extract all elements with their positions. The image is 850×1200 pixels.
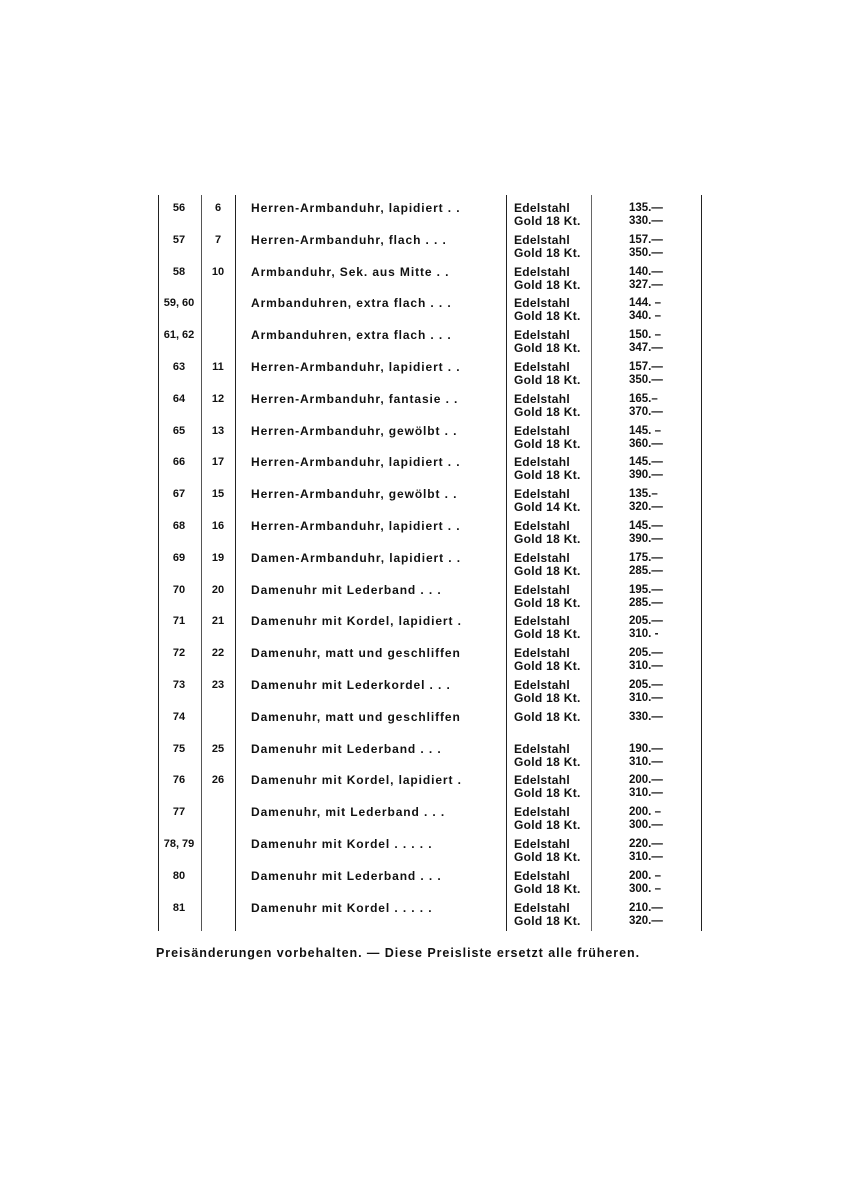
price-line: 310.— (629, 851, 663, 863)
price-line: 157.— (629, 233, 663, 246)
material-line: Edelstahl (514, 264, 571, 279)
material-cell (514, 679, 594, 705)
material-line: Edelstahl (514, 391, 571, 406)
table-row (157, 297, 703, 327)
catalog-number: 70 (172, 583, 186, 596)
material-line: Gold 18 Kt. (514, 913, 581, 928)
price-line: 390.— (629, 533, 663, 545)
catalog-number: 77 (172, 806, 186, 819)
table-row (157, 488, 703, 518)
price-line: 300.— (629, 819, 663, 832)
price-line: 205.— (629, 679, 663, 691)
catalog-number: 61, 62 (163, 329, 195, 342)
reference-number: 10 (211, 265, 225, 278)
price-cell (629, 552, 689, 578)
material-line: Edelstahl (514, 328, 571, 343)
price-line: 310. - (629, 628, 659, 641)
table-row (157, 743, 703, 773)
material-line: Gold 18 Kt. (514, 709, 581, 724)
price-cell (629, 902, 689, 928)
material-cell (514, 488, 594, 514)
price-line: 145.— (629, 456, 663, 469)
price-line: 320.— (629, 501, 663, 514)
material-line: Edelstahl (514, 678, 571, 692)
material-line: Gold 18 Kt. (514, 404, 581, 419)
material-line: Edelstahl (514, 805, 571, 820)
material-line: Edelstahl (514, 296, 571, 311)
price-line: 285.— (629, 596, 663, 609)
price-line: 327.— (629, 278, 663, 291)
material-cell (514, 202, 594, 228)
price-line: 310.— (629, 755, 663, 768)
material-cell (514, 520, 594, 546)
item-description: Armbanduhren, extra flach . . . (251, 328, 452, 343)
reference-number: 12 (211, 392, 225, 405)
price-cell (629, 456, 689, 482)
price-line: 330.— (629, 710, 663, 723)
item-description: Armbanduhren, extra flach . . . (251, 296, 452, 311)
item-description: Herren-Armbanduhr, flach . . . (251, 232, 447, 247)
price-line: 350.— (629, 374, 663, 386)
material-cell (514, 234, 594, 260)
material-line: Edelstahl (514, 741, 571, 756)
reference-number: 11 (212, 361, 224, 373)
material-line: Gold 18 Kt. (514, 595, 581, 610)
material-cell (514, 711, 594, 724)
price-cell (629, 711, 689, 724)
catalog-number: 78, 79 (163, 838, 195, 850)
catalog-number: 80 (172, 869, 186, 882)
table-row (157, 520, 703, 550)
price-cell (629, 774, 689, 800)
material-line: Gold 18 Kt. (514, 786, 581, 801)
material-cell (514, 870, 594, 896)
catalog-number: 64 (172, 392, 186, 405)
material-cell (514, 838, 594, 864)
price-line: 140.— (629, 265, 663, 278)
catalog-number: 67 (172, 488, 186, 501)
price-line: 300. – (629, 882, 661, 895)
reference-number: 26 (211, 774, 225, 787)
table-row (157, 552, 703, 582)
price-line: 370.— (629, 405, 663, 418)
material-cell (514, 584, 594, 610)
item-description: Damenuhr, mit Lederband . . . (251, 805, 446, 820)
price-line: 135.– (629, 488, 658, 501)
price-line: 145. – (629, 424, 661, 437)
material-line: Gold 18 Kt. (514, 881, 581, 896)
material-line: Edelstahl (514, 423, 571, 438)
material-line: Gold 18 Kt. (514, 214, 581, 228)
price-cell (629, 838, 689, 864)
table-row (157, 329, 703, 359)
material-line: Edelstahl (514, 360, 571, 374)
item-description: Herren-Armbanduhr, lapidiert . . (251, 455, 461, 470)
catalog-number: 56 (172, 202, 186, 214)
material-cell (514, 329, 594, 355)
price-line: 310.— (629, 692, 663, 704)
item-description: Herren-Armbanduhr, fantasie . . (251, 391, 459, 406)
material-line: Gold 18 Kt. (514, 468, 581, 483)
price-cell (629, 393, 689, 419)
reference-number: 23 (211, 679, 225, 691)
price-line: 310.— (629, 787, 663, 800)
table-row (157, 425, 703, 455)
price-line: 320.— (629, 914, 663, 927)
price-cell (629, 870, 689, 896)
catalog-number: 76 (172, 774, 186, 787)
item-description: Herren-Armbanduhr, gewölbt . . (251, 487, 458, 502)
material-line: Edelstahl (514, 519, 571, 533)
price-line: 205.— (629, 615, 663, 628)
table-row (157, 456, 703, 486)
catalog-number: 74 (172, 710, 186, 723)
price-line: 175.— (629, 551, 663, 564)
item-description: Damenuhr mit Kordel, lapidiert . (251, 614, 462, 629)
reference-number: 16 (211, 520, 225, 532)
material-line: Gold 18 Kt. (514, 341, 581, 356)
item-description: Herren-Armbanduhr, lapidiert . . (251, 201, 461, 215)
catalog-number: 71 (172, 615, 186, 628)
material-line: Gold 18 Kt. (514, 754, 581, 769)
price-line: 145.— (629, 520, 663, 532)
table-row (157, 361, 703, 391)
price-cell (629, 615, 689, 641)
material-line: Gold 18 Kt. (514, 691, 581, 705)
price-cell (629, 584, 689, 610)
catalog-number: 57 (172, 233, 186, 246)
material-cell (514, 552, 594, 578)
price-line: 135.— (629, 202, 663, 214)
table-row (157, 234, 703, 264)
material-line: Gold 18 Kt. (514, 563, 581, 578)
table-row (157, 266, 703, 296)
price-cell (629, 743, 689, 769)
catalog-number: 72 (172, 647, 186, 660)
item-description: Damenuhr mit Lederband . . . (251, 868, 442, 883)
reference-number: 20 (211, 583, 225, 596)
item-description: Damenuhr mit Kordel . . . . . (251, 837, 433, 851)
price-line: 157.— (629, 361, 663, 373)
item-description: Damenuhr, matt und geschliffen (251, 646, 461, 661)
table-row (157, 679, 703, 709)
item-description: Damenuhr mit Lederband . . . (251, 582, 442, 597)
reference-number: 19 (211, 551, 225, 564)
table-row (157, 202, 703, 232)
reference-number: 6 (214, 202, 222, 214)
price-line: 285.— (629, 564, 663, 577)
footer-note: Preisänderungen vorbehalten. — Diese Preisliste ersetzt alle früheren. (156, 946, 641, 960)
price-line: 144. – (629, 297, 661, 310)
material-line: Gold 18 Kt. (514, 659, 581, 674)
material-line: Edelstahl (514, 232, 571, 247)
table-row (157, 647, 703, 677)
catalog-number: 75 (172, 742, 186, 755)
price-line: 390.— (629, 469, 663, 482)
item-description: Damenuhr mit Kordel, lapidiert . (251, 773, 462, 788)
material-cell (514, 456, 594, 482)
price-line: 347.— (629, 342, 663, 355)
item-description: Damen-Armbanduhr, lapidiert . . (251, 550, 461, 565)
catalog-number: 73 (172, 679, 186, 691)
reference-number: 15 (211, 488, 225, 501)
table-row (157, 902, 703, 932)
material-line: Gold 18 Kt. (514, 627, 581, 642)
material-line: Gold 14 Kt. (514, 500, 581, 515)
material-line: Gold 18 Kt. (514, 436, 581, 451)
material-line: Edelstahl (514, 837, 571, 851)
price-cell (629, 806, 689, 832)
price-line: 210.— (629, 901, 663, 914)
price-cell (629, 202, 689, 228)
table-row (157, 711, 703, 741)
item-description: Herren-Armbanduhr, lapidiert . . (251, 519, 461, 533)
item-description: Herren-Armbanduhr, lapidiert . . (251, 360, 461, 374)
catalog-number: 68 (172, 520, 186, 532)
reference-number: 13 (211, 424, 225, 437)
price-line: 190.— (629, 742, 663, 755)
material-cell (514, 393, 594, 419)
price-cell (629, 679, 689, 705)
table-row (157, 806, 703, 836)
price-line: 165.– (629, 392, 658, 405)
price-line: 310.— (629, 660, 663, 673)
table-row (157, 393, 703, 423)
price-cell (629, 488, 689, 514)
price-line: 360.— (629, 437, 663, 450)
price-cell (629, 520, 689, 546)
material-cell (514, 743, 594, 769)
material-line: Edelstahl (514, 900, 571, 915)
price-line: 330.— (629, 215, 663, 227)
catalog-number: 69 (172, 551, 186, 564)
material-line: Edelstahl (514, 487, 571, 502)
reference-number: 7 (214, 233, 222, 246)
material-cell (514, 774, 594, 800)
price-cell (629, 234, 689, 260)
table-row (157, 584, 703, 614)
material-line: Edelstahl (514, 646, 571, 661)
price-line: 340. – (629, 310, 661, 323)
catalog-number: 58 (172, 265, 186, 278)
price-cell (629, 425, 689, 451)
price-cell (629, 329, 689, 355)
price-line: 205.— (629, 647, 663, 660)
material-line: Edelstahl (514, 614, 571, 629)
table-row (157, 615, 703, 645)
material-line: Edelstahl (514, 773, 571, 788)
reference-number: 22 (211, 647, 225, 660)
material-line: Gold 18 Kt. (514, 277, 581, 292)
reference-number: 17 (211, 456, 225, 469)
reference-number: 21 (211, 615, 225, 628)
price-cell (629, 647, 689, 673)
material-cell (514, 902, 594, 928)
material-cell (514, 647, 594, 673)
price-cell (629, 297, 689, 323)
material-cell (514, 266, 594, 292)
catalog-number: 81 (172, 901, 186, 914)
price-line: 350.— (629, 246, 663, 259)
catalog-number: 63 (172, 361, 186, 373)
material-cell (514, 425, 594, 451)
price-line: 200. – (629, 806, 661, 819)
item-description: Damenuhr, matt und geschliffen (251, 709, 461, 724)
price-line: 150. – (629, 329, 661, 342)
item-description: Damenuhr mit Lederband . . . (251, 741, 442, 756)
material-cell (514, 297, 594, 323)
item-description: Herren-Armbanduhr, gewölbt . . (251, 423, 458, 438)
material-line: Edelstahl (514, 582, 571, 597)
material-line: Edelstahl (514, 550, 571, 565)
reference-number: 25 (211, 742, 225, 755)
item-description: Armbanduhr, Sek. aus Mitte . . (251, 264, 450, 279)
price-list-table (157, 195, 703, 931)
material-line: Gold 18 Kt. (514, 850, 581, 864)
price-line: 195.— (629, 583, 663, 596)
material-line: Edelstahl (514, 868, 571, 883)
material-cell (514, 806, 594, 832)
material-line: Gold 18 Kt. (514, 245, 581, 260)
price-cell (629, 266, 689, 292)
catalog-number: 65 (172, 424, 186, 437)
price-line: 200. – (629, 869, 661, 882)
material-line: Gold 18 Kt. (514, 373, 581, 387)
material-line: Gold 18 Kt. (514, 532, 581, 546)
material-cell (514, 361, 594, 387)
price-line: 220.— (629, 838, 663, 850)
material-cell (514, 615, 594, 641)
item-description: Damenuhr mit Kordel . . . . . (251, 900, 433, 915)
material-line: Gold 18 Kt. (514, 309, 581, 324)
material-line: Edelstahl (514, 201, 571, 215)
catalog-number: 59, 60 (163, 297, 195, 310)
table-row (157, 774, 703, 804)
price-cell (629, 361, 689, 387)
table-row (157, 870, 703, 900)
material-line: Gold 18 Kt. (514, 818, 581, 833)
material-line: Edelstahl (514, 455, 571, 470)
table-row (157, 838, 703, 868)
price-line: 200.— (629, 774, 663, 787)
item-description: Damenuhr mit Lederkordel . . . (251, 678, 451, 692)
catalog-number: 66 (172, 456, 186, 469)
